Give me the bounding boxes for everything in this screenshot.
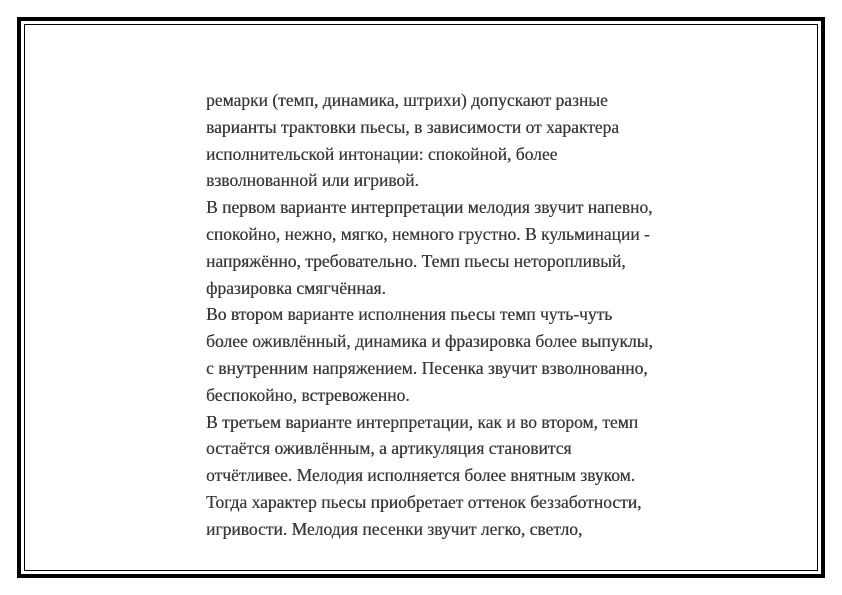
text-line: Тогда характер пьесы приобретает оттенок беззаботности,: [206, 491, 642, 512]
text-line: ремарки (темп, динамика, штрихи) допускают разные: [206, 90, 608, 110]
text-line: напряжённо, требовательно. Темп пьесы неторопливый,: [206, 250, 626, 271]
text-line: с внутренним напряжением. Песенка звучит взволнованно,: [206, 357, 648, 378]
text-line: фразировка смягчённая.: [206, 277, 386, 298]
text-line: остаётся оживлённым, а артикуляция становится: [206, 438, 572, 459]
text-line: спокойно, нежно, мягко, немного грустно. В кульминации -: [206, 223, 650, 244]
text-line: игривости. Мелодия песенки звучит легко, светло,: [206, 518, 583, 539]
text-line: Во втором варианте исполнения пьесы темп чуть-чуть: [206, 304, 613, 325]
body-text-block: [206, 87, 746, 543]
text-line: беспокойно, встревоженно.: [206, 384, 410, 405]
text-line: отчётливее. Мелодия исполняется более внятным звуком.: [206, 465, 636, 486]
text-line: варианты трактовки пьесы, в зависимости от характера: [206, 116, 620, 137]
text-line: В первом варианте интерпретации мелодия звучит напевно,: [206, 197, 653, 218]
text-line: В третьем варианте интерпретации, как и во втором, темп: [206, 411, 639, 432]
text-line: взволнованной или игривой.: [206, 170, 419, 191]
text-line: исполнительской интонации: спокойной, более: [206, 143, 558, 164]
text-line: более оживлённый, динамика и фразировка более выпуклы,: [206, 331, 653, 352]
